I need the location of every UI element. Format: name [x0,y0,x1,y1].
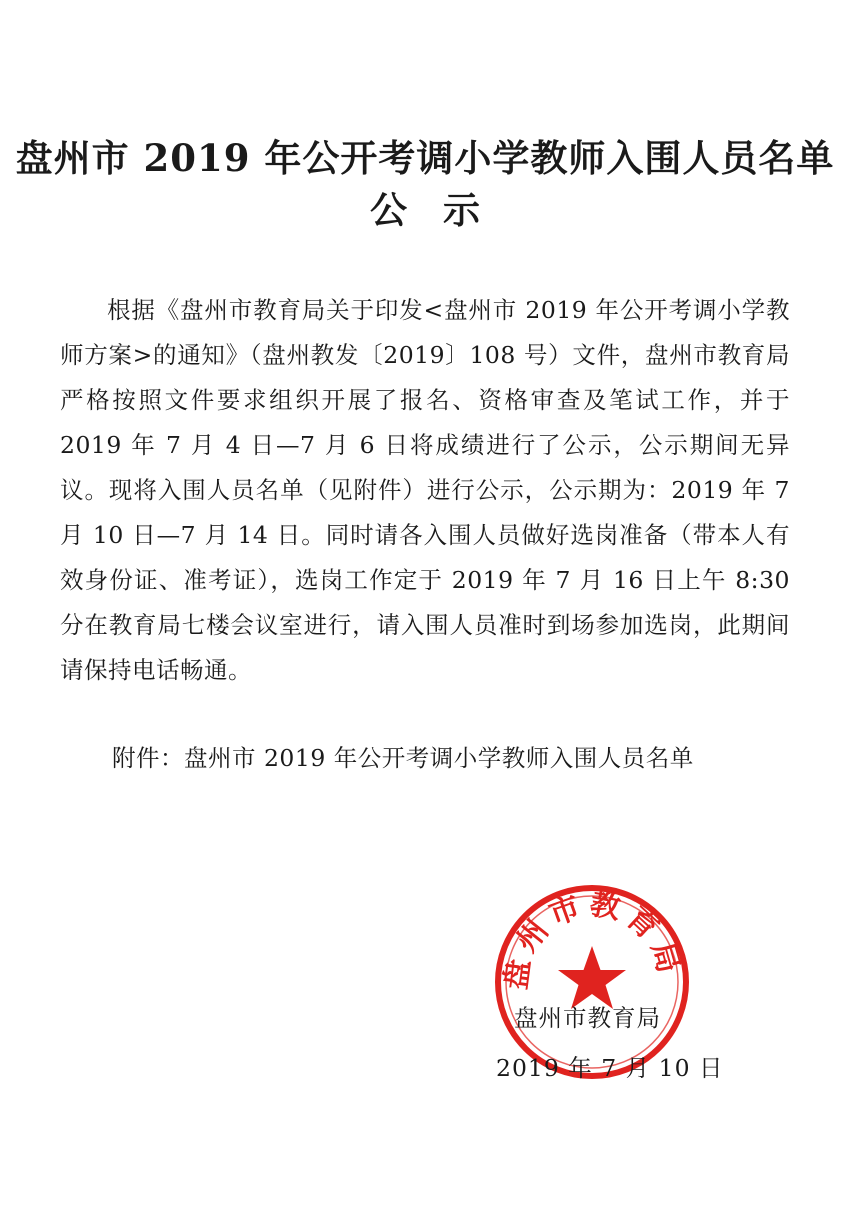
signer-name: 盘州市教育局 [514,1004,661,1032]
attachment-note: 附件：盘州市 2019 年公开考调小学教师入围人员名单 [112,744,694,772]
document-subtitle: 公示 [370,188,516,232]
document-title: 盘州市 2019 年公开考调小学教师入围人员名单 [15,136,835,180]
document-body: 根据《盘州市教育局关于印发<盘州市 2019 年公开考调小学教师方案>的通知》（盘州教发〔2019〕108 号）文件，盘州市教育局严格按照文件要求组织开展了报名、资格审查及笔试工作，并于 2019 年 7 月 4 日—7 月 6 日将成绩进行了公示，公示期间无异议。现将入围人员名单（见附件）进行公示，公示期为：2019 年 7 月 10 日—7 月 14 日。同时请各入围人员做好选岗准备（带本人有效身份证、准考证），选岗工作定于 2019 年 7 月 16 日上午 8:30 分在教育局七楼会议室进行，请入围人员准时到场参加选岗，此期间请保持电话畅通。 [60,296,790,684]
issue-date: 2019 年 7 月 10 日 [496,1054,724,1082]
seal-text: 盘州市教育局 [498,886,688,992]
